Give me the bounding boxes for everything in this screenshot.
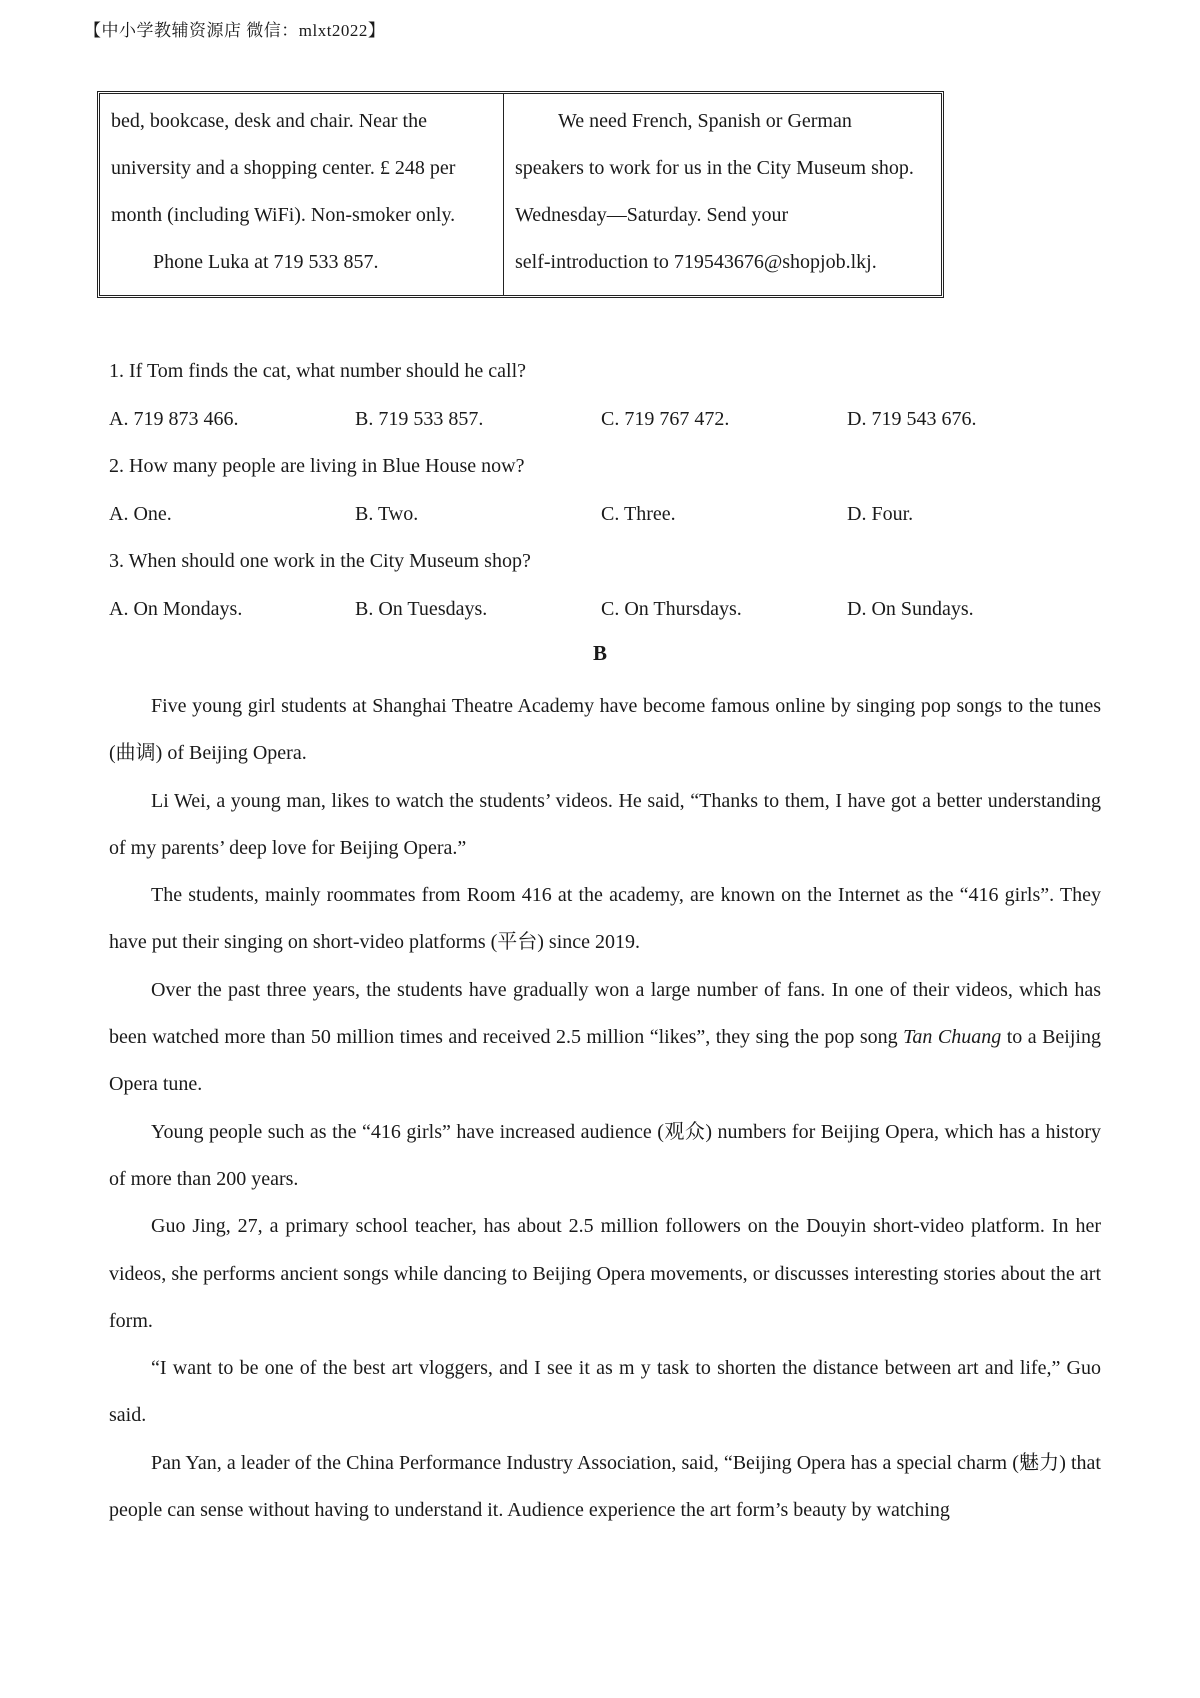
- watermark-header: 【中小学教辅资源店 微信：mlxt2022】: [84, 21, 386, 40]
- option-c: C. Three.: [601, 502, 676, 525]
- option-row: [109, 498, 1109, 546]
- option-row: [109, 593, 1109, 641]
- option-b: B. 719 533 857.: [355, 407, 484, 430]
- paragraph: Li Wei, a young man, likes to watch the students’ videos. He said, “Thanks to them, I have got a better understanding of my parents’ deep love for Beijing Opera.”: [109, 789, 1101, 859]
- ad-line: bed, bookcase, desk and chair. Near the: [111, 110, 427, 132]
- paragraph: Five young girl students at Shanghai Theatre Academy have become famous online by singing pop songs to the tunes (曲调) of Beijing Opera.: [109, 695, 1101, 765]
- song-title: Tan Chuang: [903, 1026, 1002, 1049]
- ad-table: [97, 91, 944, 298]
- question-stem: 2. How many people are living in Blue House now?: [109, 455, 525, 477]
- option-c: C. 719 767 472.: [601, 407, 730, 430]
- paragraph: Young people such as the “416 girls” have increased audience (观众) numbers for Beijing Opera, which has a history of more than 200 years.: [109, 1120, 1101, 1190]
- paragraph: The students, mainly roommates from Room 416 at the academy, are known on the Internet as the “416 girls”. They have put their singing on short-video platforms (平台) since 2019.: [109, 884, 1101, 954]
- paragraph: “I want to be one of the best art vloggers, and I see it as m y task to shorten the distance between art and life,” Guo said.: [109, 1357, 1101, 1427]
- ad-line: self-introduction to 719543676@shopjob.lkj.: [515, 251, 877, 273]
- paragraph: [109, 967, 1101, 1109]
- ad-line: speakers to work for us in the City Museum shop.: [515, 157, 914, 179]
- option-d: D. Four.: [847, 502, 914, 525]
- ad-line: month (including WiFi). Non-smoker only.: [111, 204, 456, 226]
- paragraph: Pan Yan, a leader of the China Performance Industry Association, said, “Beijing Opera has a special charm (魅力) that people can sense without having to understand it. Audience experience the art form’s beauty by watching: [109, 1451, 1101, 1522]
- option-b: B. On Tuesdays.: [355, 597, 488, 620]
- option-a: A. On Mondays.: [109, 597, 243, 620]
- option-row: [109, 403, 1109, 451]
- option-a: A. 719 873 466.: [109, 407, 239, 430]
- ad-cell-job: [504, 94, 941, 295]
- paragraph: Guo Jing, 27, a primary school teacher, has about 2.5 million followers on the Douyin short-video platform. In her videos, she performs ancient songs while dancing to Beijing Opera movements, or discusses interesting stories about the art form.: [109, 1215, 1101, 1332]
- question-stem: 1. If Tom finds the cat, what number should he call?: [109, 360, 527, 382]
- option-d: D. 719 543 676.: [847, 407, 977, 430]
- option-d: D. On Sundays.: [847, 597, 974, 620]
- ad-line: university and a shopping center. £ 248 per: [111, 157, 456, 179]
- paragraph-text: Over the past three years, the students have gradually won a large number of fans. In one of their videos, which has been watched more than 50 million times and received 2.5 million “likes”, they sing the pop song: [109, 978, 1101, 1049]
- passage-b: [109, 683, 1101, 1534]
- ad-line: Phone Luka at 719 533 857.: [153, 251, 379, 273]
- ad-line: Wednesday—Saturday. Send your: [515, 204, 789, 226]
- ad-line: We need French, Spanish or German: [558, 110, 852, 132]
- option-b: B. Two.: [355, 502, 419, 525]
- option-c: C. On Thursdays.: [601, 597, 742, 620]
- question-list: [109, 355, 1109, 640]
- paragraph-text: to a Beijing Opera tune.: [109, 1026, 1101, 1096]
- option-a: A. One.: [109, 502, 172, 525]
- question-stem: 3. When should one work in the City Museum shop?: [109, 550, 531, 572]
- ad-cell-room: [100, 94, 504, 295]
- section-title: B: [592, 641, 607, 665]
